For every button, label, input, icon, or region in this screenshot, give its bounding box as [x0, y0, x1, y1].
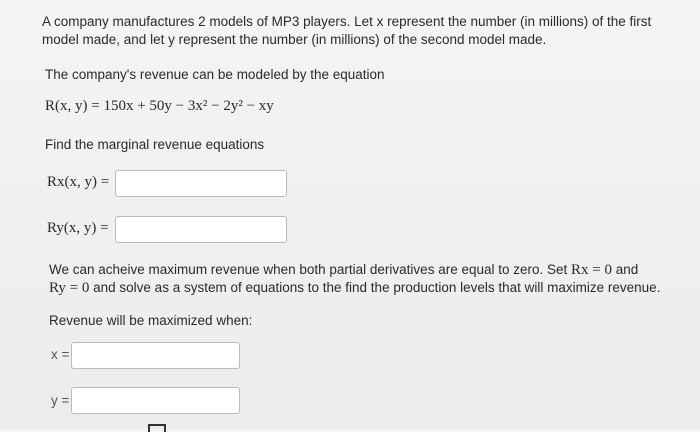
maximize-heading: Revenue will be maximized when: [49, 313, 253, 328]
intro-line-2: model made, and let y represent the number (in millions) of the second model made. [42, 32, 547, 47]
rx-equals-zero: Rx = 0 [571, 262, 613, 278]
ry-equals-zero: Ry = 0 [49, 280, 90, 296]
explanation-text-2: and solve as a system of equations to the find the production levels that will maximize revenue. [93, 280, 661, 295]
equation-rhs: = 150x + 50y − 3x² − 2y² − xy [91, 98, 274, 114]
intro-line-1: A company manufactures 2 models of MP3 players. Let x represent the number (in millions) of the first [42, 14, 652, 29]
revenue-equation [45, 97, 274, 116]
y-answer-field[interactable] [71, 387, 240, 414]
rx-label: Rx(x, y) = [47, 174, 110, 190]
equation-lhs: R(x, y) [45, 98, 88, 114]
explanation-line-1 [49, 260, 638, 280]
ry-answer-field[interactable] [115, 216, 287, 243]
explanation-text-1: We can acheive maximum revenue when both partial derivatives are equal to zero. Set [49, 262, 568, 277]
find-marginal-text: Find the marginal revenue equations [45, 137, 265, 152]
revenue-intro: The company's revenue can be modeled by the equation [45, 67, 385, 82]
explanation-and: and [615, 262, 639, 277]
rx-answer-field[interactable] [115, 170, 287, 197]
explanation-line-2 [49, 278, 660, 298]
y-label: y = [51, 393, 70, 408]
cropped-element [148, 424, 166, 432]
ry-label: Ry(x, y) = [47, 220, 109, 236]
x-answer-field[interactable] [71, 342, 240, 369]
x-label: x = [51, 347, 70, 362]
